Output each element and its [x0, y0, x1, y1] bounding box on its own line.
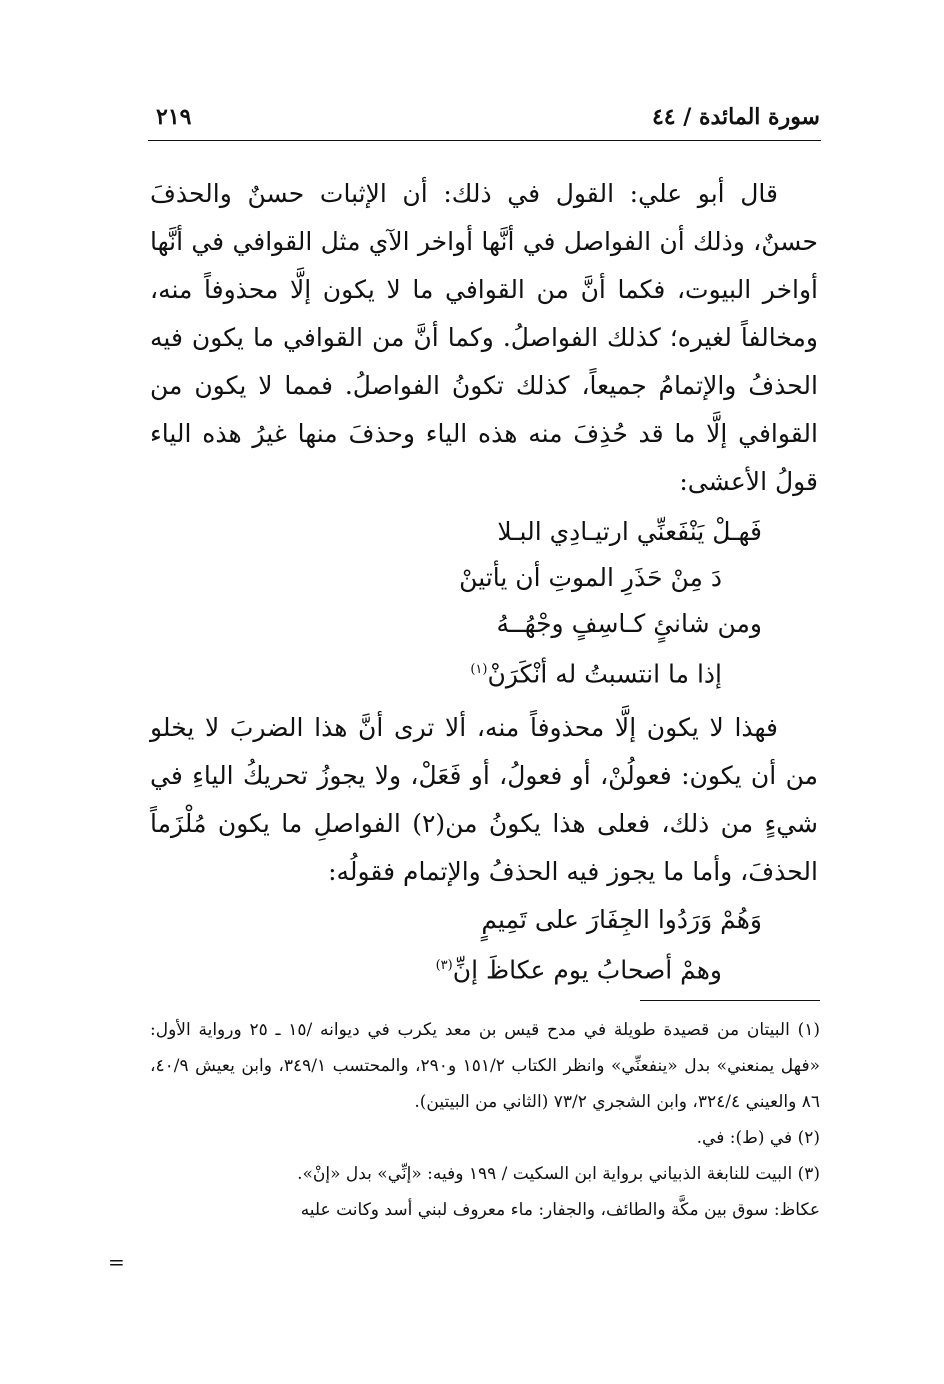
verse-text: إذا ما انتسبتُ له أنْكَرَنْ	[487, 659, 722, 689]
page-number: ٢١٩	[156, 104, 192, 130]
main-paragraph-1	[150, 170, 818, 506]
header-divider	[148, 140, 821, 141]
verse-line-3: ومن شانئٍ كـاسِفٍ وجْهُــهُ	[496, 609, 762, 638]
footnote-ref: (٣)	[435, 958, 453, 973]
footnote-3-continued: عكاظ: سوق بين مكَّة والطائف، والجفار: ماء معروف لبني أسد وكانت عليه	[300, 1200, 820, 1220]
verse-line-5: وَهُمْ وَرَدُوا الجِفَارَ على تَمِيمٍ	[481, 905, 762, 934]
verse-text: وهمْ أصحابُ يوم عكاظَ إنِّ	[452, 955, 722, 985]
verse-line-1: فَهـلْ يَنْفَعنِّي ارتيـادِي البـلا	[497, 517, 762, 546]
verse-line-6	[436, 942, 722, 994]
main-paragraph-2	[150, 704, 818, 896]
footnote-3: (٣) البيت للنابغة الذبياني برواية ابن السكيت / ١٩٩ وفيه: «إنِّي» بدل «إنْ».	[297, 1164, 820, 1184]
footnote-2: (٢) في (ط): في.	[696, 1128, 820, 1148]
verse-line-2: دَ مِنْ حَذَرِ الموتِ أن يأتينْ	[459, 563, 722, 592]
verse-line-4	[470, 646, 722, 698]
footnote-divider	[640, 1000, 820, 1001]
paragraph-text: قال أبو علي: القول في ذلك: أن الإثبات حسنٌ والحذفَ حسنٌ، وذلك أن الفواصل في أنَّها أواخر الآي مثل القوافي في أنَّها أواخر البيوت، فكما أنَّ من القوافي ما لا يكون إلَّا محذوفاً منه، ومخالفاً لغيره؛ كذلك الفواصلُ. وكما أنَّ من القوافي ما يكون فيه الحذفُ والإتمامُ جميعاً، كذلك تكونُ الفواصلُ. فمما لا يكون من القوافي إلَّا ما قد حُذِفَ منه هذه الياء وحذفَ منها غيرُ هذه الياء قولُ الأعشى:	[150, 179, 818, 496]
continuation-mark: =	[108, 1250, 125, 1274]
footnote-1: (١) البيتان من قصيدة طويلة في مدح قيس بن معد يكرب في ديوانه /١٥ ـ ٢٥ ورواية الأول: «فهل يمنعني» بدل «ينفعنِّي» وانظر الكتاب ١٥١/٢ و٢٩٠، والمحتسب ٣٤٩/١، وابن يعيش ٤٠/٩، ٨٦ والعيني ٣٢٤/٤، وابن الشجري ٧٣/٢ (الثاني من البيتين).	[150, 1020, 821, 1112]
footnote-ref: (١)	[470, 662, 488, 677]
running-header	[150, 104, 820, 140]
surah-title: سورة المائدة / ٤٤	[651, 104, 820, 130]
footnotes	[150, 1012, 820, 1228]
paragraph-text: فهذا لا يكون إلَّا محذوفاً منه، ألا ترى أنَّ هذا الضربَ لا يخلو من أن يكون: فعولُنْ، أو فعولُ، أو فَعَلْ، ولا يجوزُ تحريكُ الياءِ في شيءٍ من ذلك، فعلى هذا يكونُ من(٢) الفواصلِ ما يكون مُلْزَماً الحذفَ، وأما ما يجوز فيه الحذفُ والإتمام فقولُه:	[150, 713, 818, 886]
